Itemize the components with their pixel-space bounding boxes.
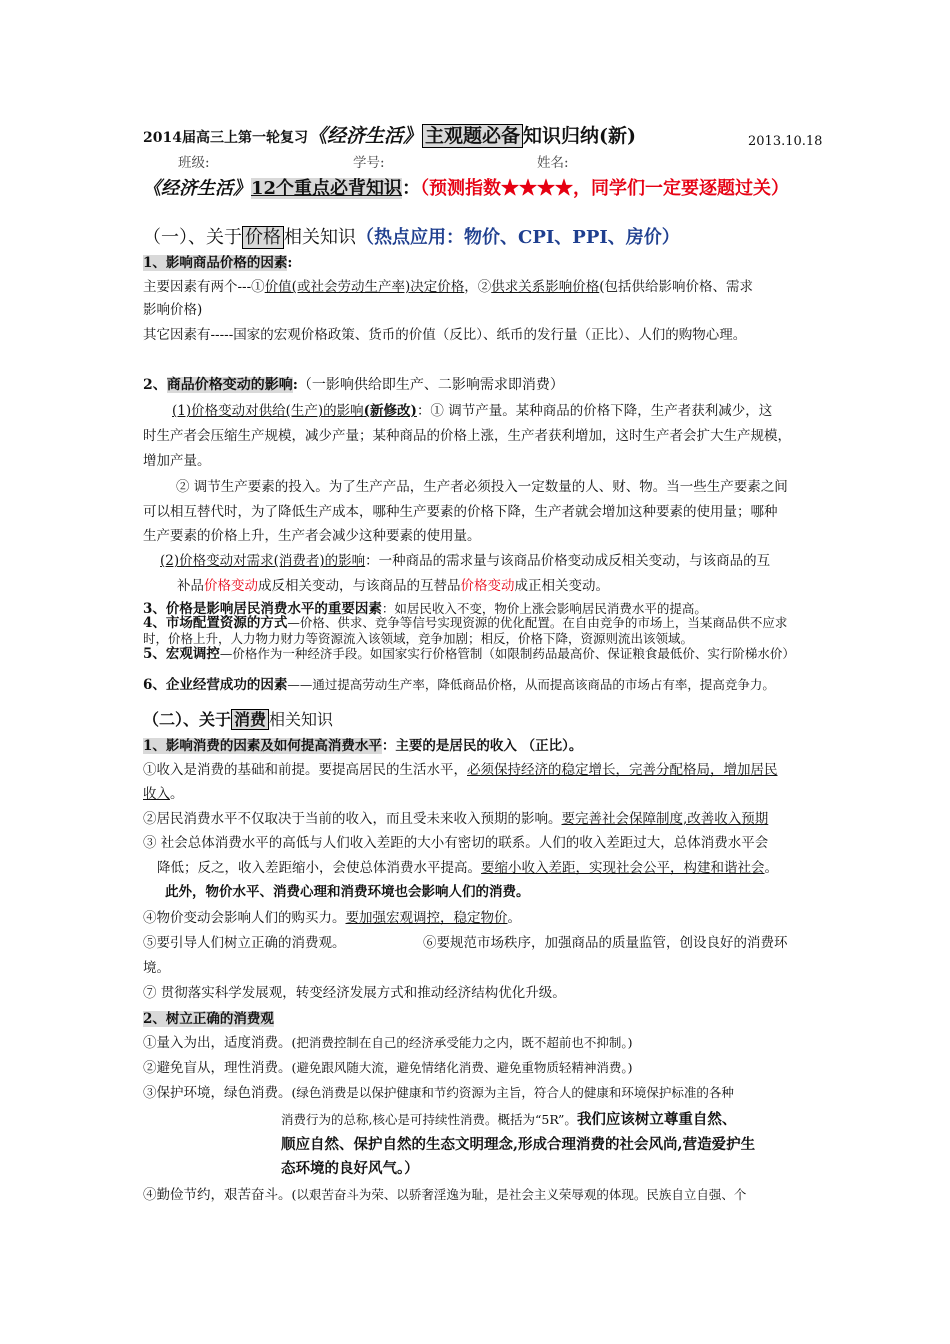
t-red2: 价格变动	[460, 578, 515, 594]
section-1-title-a: （一）、关于	[143, 227, 242, 248]
s2-v1	[143, 1032, 811, 1054]
s2-c1-line2	[143, 783, 811, 805]
t-colon: :	[292, 377, 298, 393]
section-2-title	[143, 708, 811, 732]
t-a: ④物价变动会影响人们的购买力。	[143, 910, 346, 926]
t-d: 供求关系影响价格	[491, 279, 600, 295]
t-head: 商品价格变动的影响	[166, 377, 293, 393]
t-tail: ——通过提高劳动生产率，降低商品价格，从而提高该商品的市场占有率，提高竞争力。	[287, 677, 775, 692]
s1-p6	[143, 677, 811, 693]
s2-c4	[143, 907, 811, 929]
s2-c1-line1	[143, 759, 811, 781]
document-title	[143, 125, 811, 149]
s1-p5	[143, 646, 811, 662]
s1-p4	[143, 615, 811, 646]
s1-p2a-line2: 时生产者会压缩生产规模，减少产量；某种商品的价格上涨，生产者获利增加，这时生产者会扩大生产规模，	[143, 428, 791, 444]
t-b: 要缩小收入差距，实现社会公平，构建和谐社会	[481, 860, 765, 876]
t-label: (1)价格变动对供给(生产)的影响	[172, 403, 364, 419]
t-b: (以艰苦奋斗为荣、以骄奢淫逸为耻，是社会主义荣辱观的体现。民族自立自强、个	[291, 1187, 747, 1202]
t-tail: ：主要的是居民的收入 （正比）。	[381, 738, 583, 754]
title-prefix: 2014届高三上第一轮复习	[143, 130, 308, 146]
title-suffix: 知识归纳(新)	[523, 125, 636, 147]
t-a: ①量入为出，适度消费。	[143, 1035, 292, 1051]
t-c: ，②	[464, 279, 492, 295]
t-b: (绿色消费是以保护健康和节约资源为主旨，符合人的健康和环境保护标准的各种	[291, 1085, 734, 1100]
t-b: 价值(或社会劳动生产率)决定价格	[264, 279, 465, 295]
t-a: ①收入是消费的基础和前提。要提高居民的生活水平，	[143, 762, 467, 778]
s2-c7: ⑦ 贯彻落实科学发展观，转变经济发展方式和推动经济结构优化升级。	[143, 985, 566, 1001]
t-tail: —价格、供求、竞争等信号实现资源的优化配置。在自由竞争的市场上，当某商品供不应求时，价格上升，人力物力财力等资源流入该领域，竞争加剧；相反，价格下降，资源则流出该领域。	[143, 615, 788, 646]
banner-colon: ：	[402, 178, 421, 199]
t-c: 。	[507, 910, 521, 926]
s2-v3-line4: 态环境的良好风气。）	[281, 1160, 419, 1177]
t-label: (2)价格变动对需求(消费者)的影响	[160, 553, 366, 569]
section-2-title-a: （二）、关于	[143, 710, 232, 729]
class-label: 班级:	[178, 155, 210, 171]
t-l1: ：① 调节产量。某种商品的价格下降，生产者获利减少，这	[416, 403, 773, 419]
t-e: (包括供给影响价格、需求	[599, 279, 754, 295]
name-label: 姓名:	[537, 155, 569, 171]
title-mid: 主观题必备	[422, 124, 523, 148]
t-b: 必须保持经济的稳定增长，完善分配格局，增加居民	[467, 762, 778, 778]
s2-also: 此外，物价水平、消费心理和消费环境也会影响人们的消费。	[165, 884, 530, 900]
t-a: 收入	[143, 786, 170, 802]
t-a: ②居民消费水平不仅取决于当前的收入，而且受未来收入预期的影响。	[143, 811, 562, 827]
s1-p2c-line2	[177, 575, 845, 597]
t-c: 。	[764, 860, 778, 876]
t-head: 2、树立正确的消费观	[143, 1011, 274, 1027]
s1-p2a-line3: 增加产量。	[143, 453, 211, 469]
s2-c3-line1: ③ 社会总体消费水平的高低与人们收入差距的大小有密切的联系。人们的收入差距过大，总体消费水平会	[143, 835, 769, 851]
t-tail: ：如居民收入不变，物价上涨会影响居民消费水平的提高。	[381, 601, 707, 616]
t-b: (避免跟风随大流，避免情绪化消费、避免重物质轻精神消费。)	[291, 1060, 633, 1075]
banner-count: 12个重点必背知识	[251, 178, 403, 199]
banner-note: （预测指数★★★★，同学们一定要逐题过关）	[420, 178, 790, 199]
s1-p2b-line3: 生产要素的价格上升，生产者会减少这种要素的使用量。	[143, 528, 481, 544]
t-b: 我们应该树立尊重自然、	[576, 1111, 737, 1128]
t-b: 要完善社会保障制度,改善收入预期	[561, 811, 769, 827]
t-b: 要加强宏观调控，稳定物价	[345, 910, 508, 926]
t-tail: （一影响供给即生产、二影响需求即消费）	[297, 377, 564, 393]
t-c: 成正相关变动。	[514, 578, 609, 594]
section-1-title	[143, 226, 811, 250]
s2-c6-line2: 境。	[143, 960, 170, 976]
s1-p1-colon: :	[287, 255, 293, 271]
s1-p2a-line1	[172, 400, 840, 422]
s1-p1-line3: 其它因素有-----国家的宏观价格政策、货币的价值（反比）、纸币的发行量（正比）、人们的购物心理。	[143, 327, 747, 343]
s2-c2	[143, 808, 811, 830]
t-a: 消费行为的总称,核心是可持续性消费。概括为“5R”。	[281, 1112, 577, 1127]
s2-v4	[143, 1184, 811, 1206]
s2-p1-heading	[143, 735, 811, 757]
s1-p1-line2: 影响价格)	[143, 302, 203, 318]
s1-p1-line1	[143, 276, 811, 298]
section-2-title-b: 相关知识	[269, 710, 334, 729]
s1-p2b-line2: 可以相互替代时，为了降低生产成本，哪种生产要素的价格下降，生产者就会增加这种要素的使用量；哪种	[143, 504, 778, 520]
section-2-title-word: 消费	[231, 709, 269, 730]
s2-v2	[143, 1057, 811, 1079]
t-a: 降低；反之，收入差距缩小，会使总体消费水平提高。	[157, 860, 481, 876]
s1-p2c-line1	[160, 550, 828, 572]
s1-p1-heading	[143, 252, 811, 274]
t-a: 补品	[177, 578, 204, 594]
s2-v3-line1	[143, 1082, 811, 1104]
s1-p1-head: 1、影响商品价格的因素	[143, 255, 288, 271]
t-head: 1、影响消费的因素及如何提高消费水平	[143, 738, 382, 754]
t-a: 主要因素有两个---①	[143, 279, 265, 295]
id-label: 学号:	[353, 155, 385, 171]
s2-v3-line3: 顺应自然、保护自然的生态文明理念,形成合理消费的社会风尚,营造爱护生	[281, 1136, 756, 1153]
s2-c3-line2	[157, 857, 825, 879]
section-1-title-b: 相关知识	[284, 227, 356, 248]
t-a: ②避免盲从，理性消费。	[143, 1060, 292, 1076]
title-book: 《经济生活》	[307, 125, 422, 147]
s2-c5: ⑤要引导人们树立正确的消费观。	[143, 935, 346, 951]
section-1-hot: （热点应用：物价、CPI、PPI、房价）	[356, 227, 680, 248]
s1-p2-heading	[143, 374, 811, 396]
banner-book: 《经济生活》	[143, 178, 251, 199]
t-num: 2、	[143, 377, 167, 393]
t-head: 4、市场配置资源的方式	[143, 615, 288, 631]
t-b: 成反相关变动，与该商品的互替品	[258, 578, 461, 594]
t-a: ④勤俭节约，艰苦奋斗。	[143, 1187, 292, 1203]
s2-c6-line1: ⑥要规范市场秩序，加强商品的质量监管，创设良好的消费环	[423, 935, 788, 951]
t-head: 5、宏观调控	[143, 646, 220, 662]
document-date: 2013.10.18	[748, 134, 823, 149]
s2-p2-heading	[143, 1008, 811, 1030]
banner	[143, 176, 811, 202]
t-b: (把消费控制在自己的经济承受能力之内，既不超前也不抑制。)	[291, 1035, 633, 1050]
t-new: (新修改)	[363, 403, 417, 419]
s1-p2b-line1: ② 调节生产要素的投入。为了生产产品，生产者必须投入一定数量的人、财、物。当一些生产要素之间	[176, 479, 788, 495]
t-tail: —价格作为一种经济手段。如国家实行价格管制（如限制药品最高价、保证粮食最低价、实行阶梯水价）	[219, 646, 795, 661]
t-a: ③保护环境，绿色消费。	[143, 1085, 292, 1101]
section-1-title-word: 价格	[242, 226, 284, 249]
t-head: 3、价格是影响居民消费水平的重要因素	[143, 601, 382, 617]
t-red1: 价格变动	[204, 578, 258, 594]
s2-v3-line2	[281, 1109, 811, 1131]
t-b: 。	[170, 786, 184, 802]
t-l1: ：一种商品的需求量与该商品价格变动成反相关变动，与该商品的互	[365, 553, 771, 569]
t-head: 6、企业经营成功的因素	[143, 677, 288, 693]
